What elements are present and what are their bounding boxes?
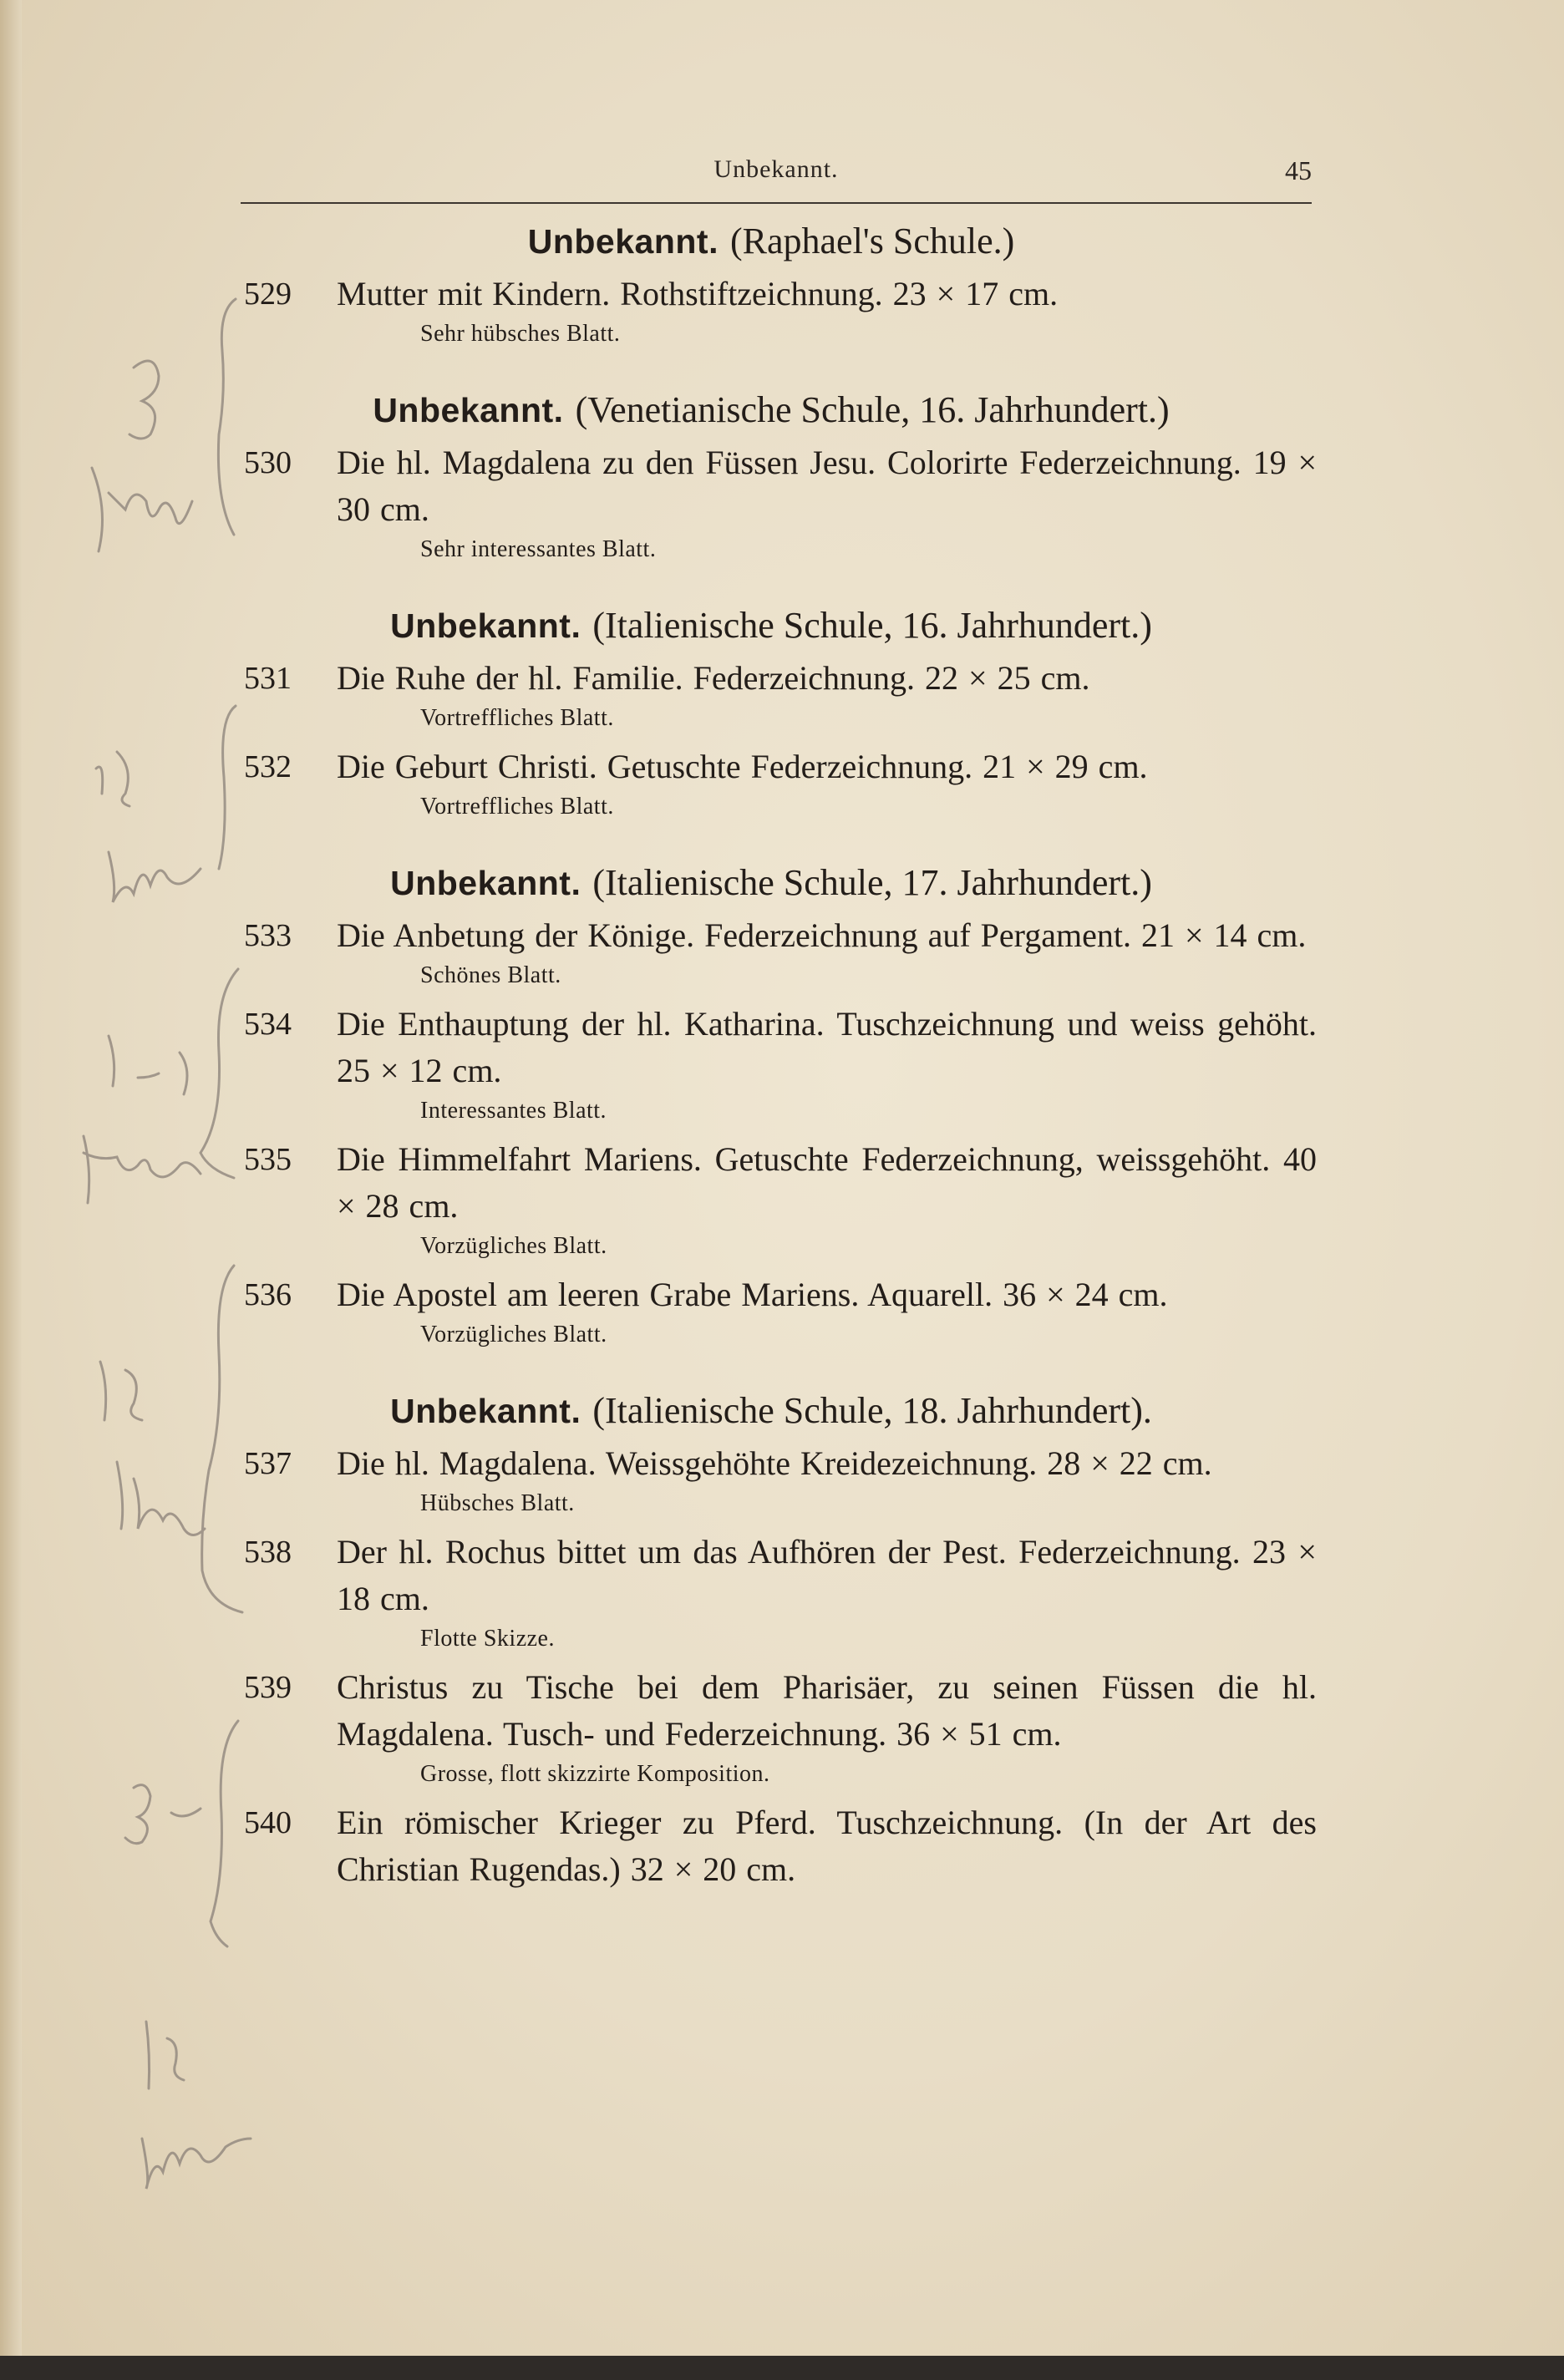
lot-number: 534 [244,1007,292,1042]
catalog-section [226,388,1317,566]
section-heading [226,388,1317,433]
section-heading [226,1388,1317,1434]
entry-description: Christus zu Tische bei dem Pharisäer, zu seinen Füssen die hl. Magdalena. Tusch- und Federzeichnung. 36 × 51 cm. [337,1668,1317,1753]
pencil-scribble [109,852,201,902]
lot-number: 540 [244,1805,292,1840]
pencil-scribble [84,1136,201,1203]
entry-note: Vorzügliches Blatt. [420,1233,607,1259]
catalog-listing [226,219,1317,1901]
section-heading [226,219,1317,264]
lot-number: 532 [244,749,292,784]
catalog-entry [226,439,1317,566]
lot-number: 533 [244,918,292,953]
pencil-figure [125,1785,201,1844]
page-number: 45 [1285,155,1312,185]
section-maker: Unbekannt. [373,391,564,429]
entry-description: Die hl. Magdalena zu den Füssen Jesu. Colorirte Federzeichnung. 19 × 30 cm. [337,444,1317,528]
entry-note: Interessantes Blatt. [420,1098,607,1124]
catalog-entry [226,1440,1317,1520]
entry-description: Die Enthauptung der hl. Katharina. Tuschzeichnung und weiss gehöht. 25 × 12 cm. [337,1005,1317,1089]
section-maker: Unbekannt. [527,222,719,261]
catalog-section [226,1388,1317,1893]
catalog-entry [226,1001,1317,1128]
entry-description: Die Apostel am leeren Grabe Mariens. Aquarell. 36 × 24 cm. [337,1276,1168,1313]
section-maker: Unbekannt. [390,864,581,902]
lot-number: 531 [244,661,292,696]
entry-description: Die Himmelfahrt Mariens. Getuschte Federzeichnung, weissgehöht. 40 × 28 cm. [337,1140,1317,1225]
catalog-entry [226,912,1317,992]
entry-note: Sehr hübsches Blatt. [420,321,621,347]
pencil-figure [146,2022,184,2088]
section-period: (Italienische Schule, 17. Jahrhundert.) [592,862,1152,903]
running-head: Unbekannt. [713,155,839,183]
catalog-section [226,860,1317,1352]
lot-number: 529 [244,277,292,312]
lot-number: 530 [244,445,292,480]
catalog-entry [226,743,1317,824]
catalog-entry [226,1271,1317,1352]
pencil-figure [96,752,129,806]
entry-note: Vortreffliches Blatt. [420,794,614,820]
pencil-figure [129,361,159,439]
entry-note: Hübsches Blatt. [420,1490,575,1516]
lot-number: 535 [244,1142,292,1177]
page-header [241,155,1312,204]
entry-note: Grosse, flott skizzirte Komposition. [420,1761,770,1787]
scan-background [0,2356,1564,2380]
section-period: (Italienische Schule, 16. Jahrhundert.) [592,605,1152,646]
entry-note: Sehr interessantes Blatt. [420,536,657,562]
entry-description: Die Ruhe der hl. Familie. Federzeichnung. 22 × 25 cm. [337,659,1090,697]
pencil-scribble [142,2139,251,2189]
section-maker: Unbekannt. [390,606,581,645]
entry-note: Vortreffliches Blatt. [420,705,614,731]
entry-description: Die hl. Magdalena. Weissgehöhte Kreidezeichnung. 28 × 22 cm. [337,1444,1212,1482]
entry-description: Die Geburt Christi. Getuschte Federzeichnung. 21 × 29 cm. [337,748,1148,785]
lot-number: 538 [244,1535,292,1570]
section-period: (Venetianische Schule, 16. Jahrhundert.) [575,389,1170,430]
catalog-section [226,219,1317,351]
lot-number: 539 [244,1670,292,1705]
page-binding-edge [0,0,22,2356]
catalog-entry [226,1529,1317,1656]
pencil-scribble [117,1462,205,1535]
catalog-entry [226,1664,1317,1791]
section-period: (Italienische Schule, 18. Jahrhundert). [592,1390,1152,1431]
pencil-figure [109,1036,187,1094]
pencil-scribble [92,468,192,551]
entry-note: Flotte Skizze. [420,1626,555,1652]
entry-note: Schönes Blatt. [420,962,561,988]
entry-description: Der hl. Rochus bittet um das Aufhören der Pest. Federzeichnung. 23 × 18 cm. [337,1533,1317,1617]
lot-number: 537 [244,1446,292,1481]
catalog-entry [226,1136,1317,1263]
catalog-entry [226,655,1317,735]
catalog-entry [226,271,1317,351]
entry-note: Vorzügliches Blatt. [420,1322,607,1347]
entry-description: Die Anbetung der Könige. Federzeichnung auf Pergament. 21 × 14 cm. [337,916,1307,954]
catalog-entry [226,1799,1317,1893]
entry-description: Ein römischer Krieger zu Pferd. Tuschzeichnung. (In der Art des Christian Rugendas.) 32 × 20 cm. [337,1804,1317,1888]
section-heading [226,603,1317,648]
entry-description: Mutter mit Kindern. Rothstiftzeichnung. 23 × 17 cm. [337,275,1059,312]
section-period: (Raphael's Schule.) [729,221,1015,261]
catalog-section [226,603,1317,824]
lot-number: 536 [244,1277,292,1312]
section-heading [226,860,1317,906]
pencil-figure [100,1362,142,1420]
section-maker: Unbekannt. [390,1392,581,1430]
